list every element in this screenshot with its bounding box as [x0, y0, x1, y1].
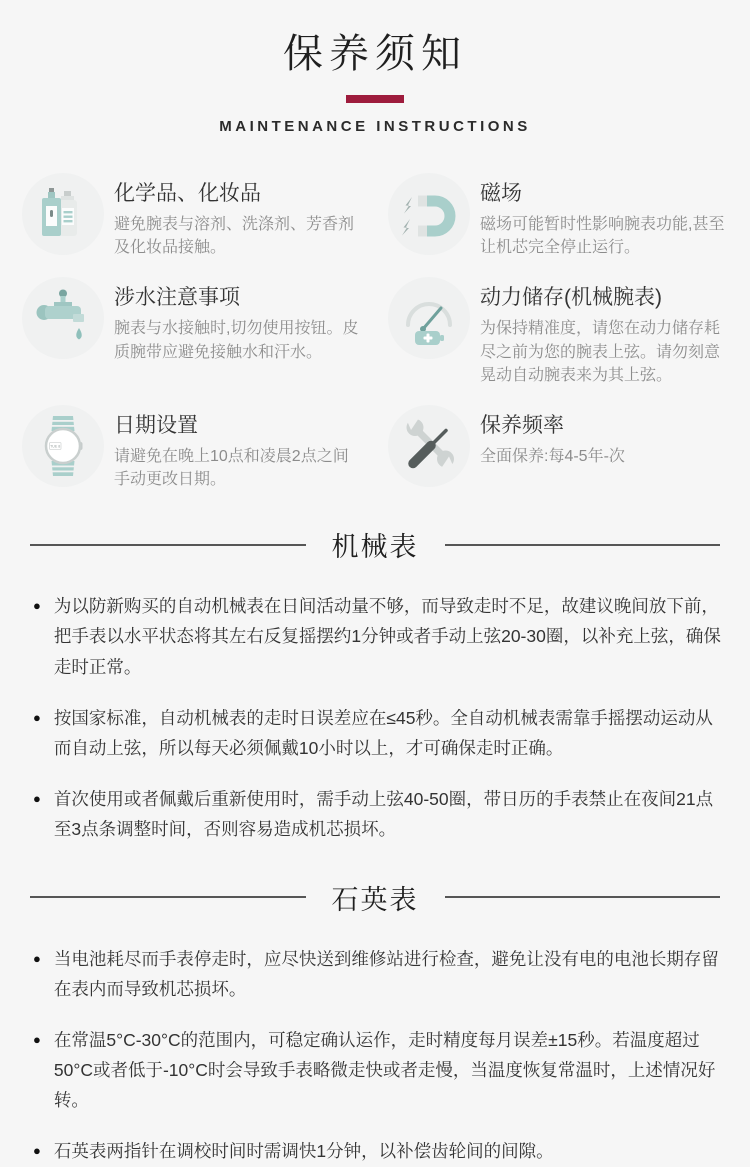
bullet-item [33, 944, 726, 1004]
bullet-text: 为以防新购买的自动机械表在日间活动量不够，而导致走时不足，故建议晚间放下前，把手表以水平状态将其左右反复摇摆约1分钟或者手动上弦20-30圈，以补充上弦，确保走时正常。 [53, 596, 721, 677]
section-title: 机械表 [331, 532, 419, 563]
quartz-bullet-list [0, 944, 750, 1167]
section-title: 石英表 [331, 884, 419, 915]
mechanical-bullet-list [0, 591, 750, 844]
care-item-title: 化学品、化妆品 [114, 182, 261, 205]
magnet-icon [388, 173, 470, 255]
bullet-dot: ● [33, 950, 41, 966]
page-title: 保养须知 [283, 32, 467, 76]
gauge-icon-svg [389, 278, 469, 358]
care-item-desc: 腕表与水接触时,切勿使用按钮。皮质腕带应避免接触水和汗水。 [114, 320, 359, 361]
care-item-text [480, 173, 728, 259]
divider-line [30, 896, 306, 898]
care-item-title: 磁场 [480, 182, 522, 205]
bullet-text: 在常温5°C-30°C的范围内，可稳定确认运作，走时精度每月误差±15秒。若温度超过50°C或者低于-10°C时会导致手表略微走快或者走慢，当温度恢复常温时，上述情况好转。 [53, 1030, 716, 1111]
bullet-dot: ● [33, 1143, 41, 1159]
faucet-icon-svg [23, 278, 103, 358]
care-item-desc: 为保持精准度，请您在动力储存耗尽之前为您的腕表上弦。请勿刻意晃动自动腕表来为其上弦。 [480, 320, 721, 384]
care-item-desc: 避免腕表与溶剂、洗涤剂、芳香剂及化妆品接触。 [114, 216, 355, 257]
tools-icon-svg [389, 406, 469, 486]
divider-line [445, 896, 721, 898]
care-item-text [480, 277, 728, 387]
gauge-icon [388, 277, 470, 359]
bullet-text: 按国家标准，自动机械表的走时日误差应在≤45秒。全自动机械表需靠手摇摆动运动从而自动上弦，所以每天必须佩戴10小时以上，才可确保走时正确。 [53, 707, 713, 758]
bullet-dot: ● [33, 1032, 41, 1048]
bullet-item [33, 784, 726, 844]
care-item-title: 日期设置 [114, 413, 198, 437]
accent-bar [346, 95, 404, 103]
divider-line [30, 544, 306, 546]
bullet-text: 首次使用或者佩戴后重新使用时，需手动上弦40-50圈，带日历的手表禁止在夜间21点至3点条调整时间，否则容易造成机芯损坏。 [53, 788, 714, 839]
page-subtitle: MAINTENANCE INSTRUCTIONS [219, 118, 531, 135]
care-item-service-frequency [388, 405, 728, 491]
bullet-dot: ● [33, 790, 41, 806]
care-item-text [114, 405, 362, 491]
bullet-item [33, 591, 726, 681]
bottles-icon-svg [23, 174, 103, 254]
care-item-title: 保养频率 [480, 413, 564, 437]
care-item-desc: 全面保养:每4-5年-次 [480, 447, 625, 465]
bottles-icon [22, 173, 104, 255]
care-item-water [22, 277, 362, 387]
section-heading-quartz [30, 878, 720, 917]
watch-date-text: TUE 8 [50, 444, 61, 449]
magnet-icon-svg [389, 174, 469, 254]
care-item-desc: 请避免在晚上10点和凌晨2点之间手动更改日期。 [114, 447, 349, 489]
care-item-text [114, 173, 362, 259]
care-item-text [480, 405, 625, 468]
care-item-text [114, 277, 362, 363]
section-heading-mechanical [30, 525, 720, 564]
care-item-power-reserve [388, 277, 728, 387]
watch-icon-svg [23, 406, 103, 486]
care-item-title: 动力储存(机械腕表) [480, 286, 662, 310]
care-item-desc: 磁场可能暂时性影响腕表功能,甚至让机芯完全停止运行。 [480, 216, 725, 257]
care-grid [0, 173, 750, 491]
care-item-date-setting [22, 405, 362, 491]
faucet-icon [22, 277, 104, 359]
care-item-magnetism [388, 173, 728, 259]
bullet-item [33, 1025, 726, 1115]
bullet-item [33, 1136, 726, 1166]
divider-line [445, 544, 721, 546]
bullet-item [33, 703, 726, 763]
header [0, 0, 750, 135]
bullet-dot: ● [33, 709, 41, 725]
bullet-text: 当电池耗尽而手表停走时，应尽快送到维修站进行检查，避免让没有电的电池长期存留在表内而导致机芯损坏。 [53, 948, 719, 1000]
care-item-title: 涉水注意事项 [114, 286, 240, 310]
tools-icon [388, 405, 470, 487]
watch-icon [22, 405, 104, 487]
bullet-text: 石英表两指针在调校时间时需调快1分钟，以补偿齿轮间的间隙。 [53, 1141, 554, 1162]
care-item-chemicals [22, 173, 362, 259]
bullet-dot: ● [33, 598, 41, 614]
